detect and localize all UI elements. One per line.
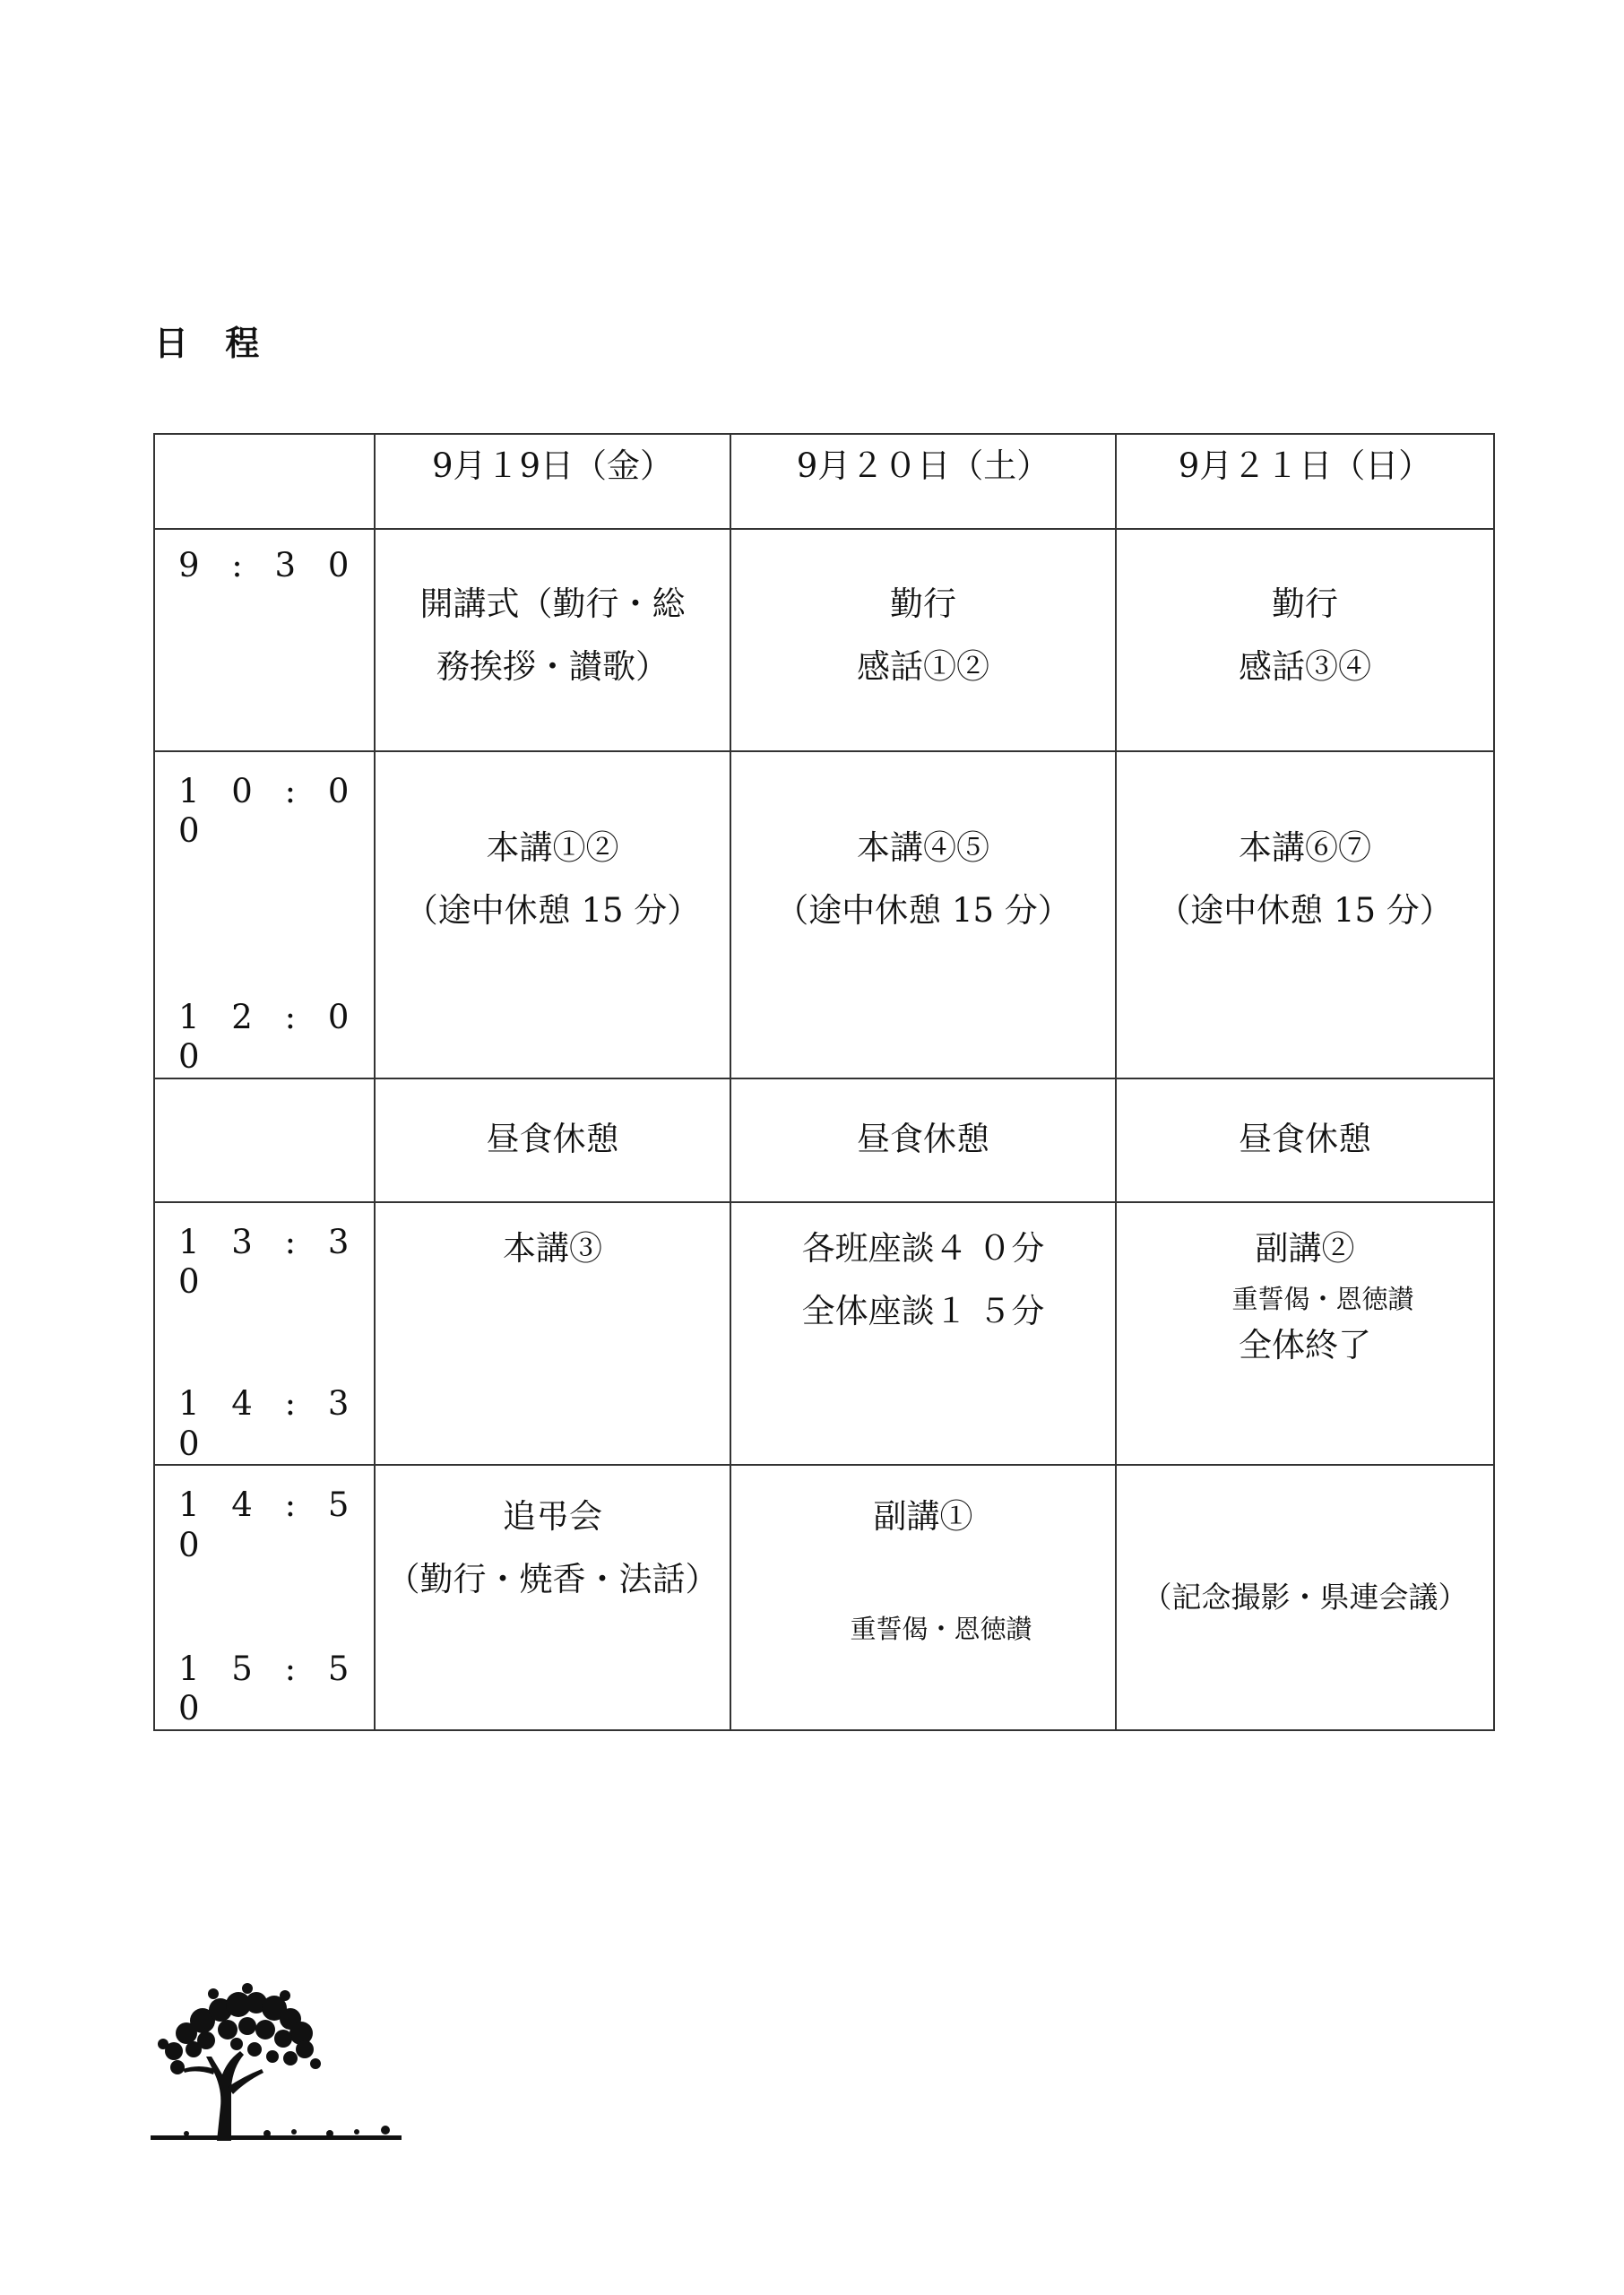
schedule-table — [153, 433, 1495, 1731]
time-start: 9 : 3 0 — [178, 546, 360, 585]
cell-line: （途中休憩 15 分） — [775, 891, 1071, 931]
table-row — [154, 529, 1494, 751]
cell-line: （記念撮影・県連会議） — [1142, 1579, 1468, 1615]
schedule-cell — [375, 1078, 730, 1202]
cell-line: 副講① — [873, 1497, 973, 1537]
header-day-2: 9月２０日（土） — [730, 434, 1116, 529]
table-row — [154, 751, 1494, 1078]
cell-line: （途中休憩 15 分） — [404, 891, 701, 931]
time-start: 1 0 : 0 0 — [178, 772, 360, 851]
schedule-cell — [730, 751, 1116, 1078]
schedule-cell — [375, 1465, 730, 1730]
cell-line: 昼食休憩 — [1239, 1120, 1371, 1159]
header-day-3: 9月２１日（日） — [1116, 434, 1494, 529]
cell-line: 副講② — [1255, 1228, 1355, 1268]
cell-line: 開講式（勤行・総 — [419, 585, 686, 623]
cell-line: （途中休憩 15 分） — [1157, 891, 1453, 931]
schedule-cell — [375, 751, 730, 1078]
cell-line-small: 重誓偈・恩徳讃 — [1231, 1283, 1414, 1314]
schedule-cell — [1116, 1202, 1494, 1466]
table-header-row — [154, 434, 1494, 529]
cell-line: 各班座談４ ０分 — [801, 1228, 1045, 1268]
schedule-cell — [1116, 1078, 1494, 1202]
cell-line: 全体座談１ ５分 — [801, 1291, 1045, 1330]
time-cell — [154, 1078, 375, 1202]
cell-line-small: 重誓偈・恩徳讃 — [850, 1614, 1032, 1645]
time-cell — [154, 751, 375, 1078]
schedule-cell — [730, 529, 1116, 751]
cell-line: 感話①② — [857, 647, 989, 687]
schedule-cell — [730, 1078, 1116, 1202]
cell-line: 本講④⑤ — [857, 828, 989, 867]
cell-line: 追弔会 — [503, 1497, 602, 1537]
schedule-cell — [1116, 751, 1494, 1078]
table-row — [154, 1465, 1494, 1730]
time-end: 1 4 : 3 0 — [178, 1384, 360, 1463]
schedule-cell — [1116, 529, 1494, 751]
header-day-1: 9月１9日（金） — [375, 434, 730, 529]
schedule-cell — [1116, 1465, 1494, 1730]
cell-line: 務挨拶・讃歌） — [436, 647, 669, 687]
header-corner-cell — [154, 434, 375, 529]
cell-line: 本講⑥⑦ — [1239, 828, 1371, 867]
time-end: 1 5 : 5 0 — [178, 1649, 360, 1728]
time-cell — [154, 529, 375, 751]
time-end: 1 2 : 0 0 — [178, 997, 360, 1077]
cell-line: 勤行 — [890, 585, 956, 623]
cell-line: 勤行 — [1272, 585, 1338, 623]
time-start: 1 4 : 5 0 — [178, 1485, 360, 1564]
schedule-cell — [730, 1202, 1116, 1466]
page-title: 日 程 — [154, 324, 272, 363]
table-row — [154, 1202, 1494, 1466]
time-start: 1 3 : 3 0 — [178, 1222, 360, 1301]
cell-line: （勤行・焼香・法話） — [386, 1560, 719, 1599]
time-cell — [154, 1465, 375, 1730]
cell-line: 昼食休憩 — [857, 1120, 989, 1159]
cell-line: 本講③ — [503, 1228, 602, 1268]
cell-line: 昼食休憩 — [486, 1120, 619, 1159]
cell-line: 感話③④ — [1239, 647, 1371, 687]
schedule-cell — [375, 1202, 730, 1466]
schedule-cell — [730, 1465, 1116, 1730]
schedule-cell — [375, 529, 730, 751]
table-row — [154, 1078, 1494, 1202]
cell-line: 全体終了 — [1239, 1326, 1371, 1365]
tree-silhouette-icon — [151, 1981, 402, 2143]
cell-line: 本講①② — [486, 828, 619, 867]
time-cell — [154, 1202, 375, 1466]
